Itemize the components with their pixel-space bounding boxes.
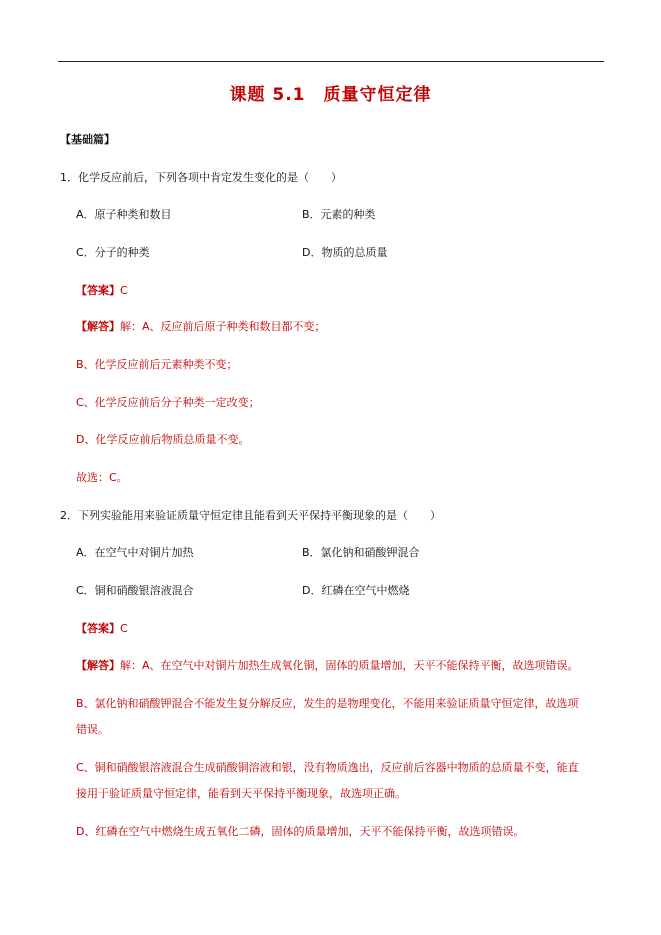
question-1-analysis-line-4: D、化学反应前后物质总质量不变。 (76, 433, 250, 446)
answer-tag: 【答案】 (76, 622, 120, 635)
question-2-option-a: A．在空气中对铜片加热 (76, 546, 194, 559)
question-1-conclusion: 故选：C。 (76, 471, 128, 484)
header-rule (58, 61, 604, 62)
question-2-option-c: C．铜和硝酸银溶液混合 (76, 584, 194, 597)
question-1-option-b: B．元素的种类 (302, 208, 376, 221)
answer-value: C (120, 622, 128, 635)
question-1-analysis-line-3: C、化学反应前后分子种类一定改变； (76, 396, 260, 409)
question-1-stem: 1．化学反应前后，下列各项中肯定发生变化的是（ ） (60, 171, 342, 184)
analysis-text: 解：A、在空气中对铜片加热生成氧化铜，固体的质量增加，天平不能保持平衡，故选项错误。 (120, 659, 579, 672)
question-2-option-b: B．氯化钠和硝酸钾混合 (302, 546, 420, 559)
question-1-option-d: D．物质的总质量 (302, 246, 388, 259)
question-2-analysis-line-1 (76, 659, 579, 673)
question-2-answer (76, 622, 128, 636)
question-2-analysis-line-4: C、铜和硝酸银溶液混合生成硝酸铜溶液和银，没有物质逸出，反应前后容器中物质的总质量不变，能直 (76, 761, 579, 774)
question-1-option-c: C．分子的种类 (76, 246, 150, 259)
question-1-analysis-line-1 (76, 320, 326, 334)
analysis-tag: 【解答】 (76, 659, 120, 672)
question-2-analysis-line-6: D、红磷在空气中燃烧生成五氧化二磷，固体的质量增加，天平不能保持平衡，故选项错误。 (76, 825, 525, 838)
section-label: 【基础篇】 (60, 133, 115, 146)
answer-tag: 【答案】 (76, 284, 120, 297)
question-1-option-a: A．原子种类和数目 (76, 208, 172, 221)
page-title: 课题 5.1 质量守恒定律 (229, 85, 432, 105)
question-2-analysis-line-2: B、氯化钠和硝酸钾混合不能发生复分解反应，发生的是物理变化，不能用来验证质量守恒定律，故选项 (76, 697, 579, 710)
question-2-stem: 2．下列实验能用来验证质量守恒定律且能看到天平保持平衡现象的是（ ） (60, 509, 441, 522)
analysis-text: 解：A、反应前后原子种类和数目都不变； (120, 320, 326, 333)
analysis-tag: 【解答】 (76, 320, 120, 333)
answer-value: C (120, 284, 128, 297)
question-1-analysis-line-2: B、化学反应前后元素种类不变； (76, 358, 238, 371)
question-2-analysis-line-5: 接用于验证质量守恒定律，能看到天平保持平衡现象，故选项正确。 (76, 787, 406, 800)
question-2-analysis-line-3: 错误。 (76, 723, 109, 736)
question-2-option-d: D．红磷在空气中燃烧 (302, 584, 410, 597)
question-1-answer (76, 284, 128, 298)
